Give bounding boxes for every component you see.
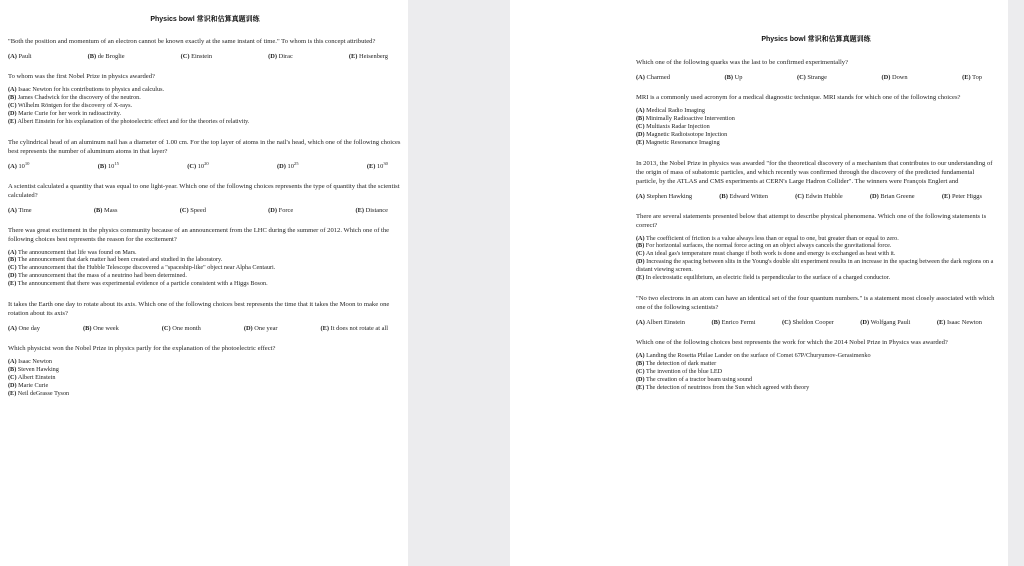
- option-text: Up: [734, 74, 743, 81]
- question: [8, 300, 402, 332]
- answer-option: [180, 207, 206, 214]
- answer-option: [366, 160, 388, 170]
- answer-option: [636, 250, 996, 258]
- option-label: (D): [881, 74, 891, 81]
- option-label: (D): [268, 53, 277, 60]
- answer-option: [636, 235, 996, 243]
- option-text: The creation of a tractor beam using sound: [646, 375, 753, 383]
- answer-option: [83, 325, 119, 332]
- option-text: Peter Higgs: [951, 192, 982, 200]
- option-label: (E): [8, 389, 17, 397]
- option-text: The invention of the blue LED: [646, 367, 723, 375]
- option-label: (D): [8, 109, 17, 117]
- option-label: (B): [8, 256, 17, 264]
- option-label: (D): [277, 162, 286, 170]
- answer-options: [8, 325, 402, 332]
- answer-options: [636, 235, 996, 282]
- option-text: Time: [18, 206, 32, 214]
- question: [8, 37, 402, 60]
- option-base: 10: [287, 162, 294, 170]
- answer-option: [719, 193, 768, 200]
- option-label: (C): [187, 162, 197, 170]
- option-label: (E): [8, 280, 17, 288]
- answer-option: [636, 274, 996, 282]
- answer-option: [636, 131, 996, 139]
- option-text: Edward Witten: [729, 192, 768, 200]
- option-label: (D): [636, 258, 645, 266]
- answer-options: [636, 319, 996, 326]
- option-text: Medical Radio Imaging: [646, 107, 705, 114]
- option-text: Albert Einstein: [17, 373, 56, 381]
- option-text: The detection of neutrinos from the Sun which agreed with theory: [645, 383, 810, 391]
- answer-option: [636, 242, 996, 250]
- option-text: Marie Curie: [18, 381, 49, 389]
- answer-option: [860, 319, 910, 326]
- option-text: An ideal gas's temperature must change if both work is done and energy is exchanged as heat with it.: [645, 250, 896, 258]
- answer-option: [636, 115, 996, 123]
- answer-option: [88, 53, 125, 60]
- option-label: (C): [636, 250, 645, 258]
- option-text: The detection of dark matter: [645, 359, 717, 367]
- answer-option: [636, 384, 996, 392]
- question-stem: It takes the Earth one day to rotate about its axis. Which one of the following choices best represents the time that it takes the Moon to make one rotation about its axis?: [8, 301, 390, 318]
- option-label: (E): [936, 318, 946, 326]
- option-text: Albert Einstein for his explanation of the photoelectric effect and for the theories of relativity.: [17, 117, 250, 125]
- option-label: (C): [161, 325, 171, 333]
- answer-option: [8, 325, 40, 332]
- option-label: (E): [941, 192, 951, 200]
- answer-option: [277, 160, 299, 170]
- option-text: Charmed: [646, 74, 670, 81]
- option-text: Magnetic Radioisotope Injection: [646, 130, 728, 138]
- option-label: (A): [8, 325, 17, 333]
- question-stem: "Both the position and momentum of an electron cannot be known exactly at the same instant of time." To whom is this concept attributed?: [8, 38, 376, 45]
- option-text: Multiaxis Radar Injection: [646, 122, 710, 130]
- answer-option: [8, 264, 402, 272]
- option-label: (B): [636, 114, 645, 122]
- answer-option: [97, 160, 119, 170]
- option-label: (B): [711, 318, 720, 326]
- option-text: Isaac Newton: [946, 318, 982, 326]
- answer-options: [8, 249, 402, 289]
- option-text: Albert Einstein: [646, 318, 685, 326]
- option-label: (E): [636, 383, 645, 391]
- option-label: (A): [8, 358, 17, 366]
- question: [636, 294, 996, 326]
- option-text: Isaac Newton: [18, 358, 52, 366]
- page-header: Physics bowl 常识和估算真题训练: [150, 16, 260, 23]
- option-exponent: 25: [293, 160, 299, 166]
- option-label: (E): [348, 53, 358, 60]
- option-text: In electrostatic equilibrium, an electric field is perpendicular to the surface of a charged conductor.: [645, 274, 890, 282]
- option-label: (C): [636, 122, 645, 130]
- answer-options: [8, 207, 402, 214]
- option-label: (C): [795, 192, 804, 200]
- option-label: (C): [636, 367, 645, 375]
- option-text: The announcement that the mass of a neutrino had been determined.: [18, 272, 187, 280]
- option-text: Steven Hawking: [17, 365, 59, 373]
- option-label: (B): [8, 365, 17, 373]
- answer-option: [8, 102, 402, 110]
- option-label: (E): [355, 206, 365, 214]
- option-text: One month: [172, 325, 201, 333]
- answer-option: [268, 207, 293, 214]
- question-stem: In 2013, the Nobel Prize in physics was awarded "for the theoretical discovery of a mechanism that contributes to our understanding of the origin of mass of subatomic particles, and which recently was confirmed through the discovery of the predicted fundamental particle, by the ATLAS and CMS experiments at CERN's Large Hadron Collider". The winners were François Englert and: [636, 159, 993, 185]
- answer-option: [8, 280, 402, 288]
- answer-option: [881, 74, 907, 81]
- question: [8, 182, 402, 214]
- answer-option: [321, 325, 388, 332]
- page-header: Physics bowl 常识和估算真题训练: [761, 36, 871, 43]
- answer-option: [797, 74, 827, 81]
- option-text: The coefficient of friction is a value always less than or equal to one, but greater than or equal to zero.: [646, 234, 899, 242]
- option-label: (A): [636, 318, 645, 326]
- answer-option: [636, 74, 670, 81]
- answer-option: [187, 160, 209, 170]
- question-list: [8, 37, 402, 398]
- answer-option: [181, 53, 212, 60]
- option-label: (D): [869, 192, 879, 200]
- option-label: (C): [8, 101, 17, 109]
- option-text: Enrico Fermi: [721, 318, 756, 326]
- answer-options: [8, 53, 402, 60]
- answer-options: [636, 352, 996, 392]
- option-label: (E): [366, 162, 376, 170]
- option-label: (A): [8, 248, 17, 256]
- option-label: (B): [87, 53, 97, 60]
- option-label: (B): [719, 192, 728, 200]
- question-stem: The cylindrical head of an aluminum nail has a diameter of 1.00 cm. For the top layer of atoms in the nail's head, which one of the following choices best represents the number of aluminum atoms in that layer?: [8, 138, 401, 155]
- option-label: (E): [636, 138, 645, 146]
- option-text: One week: [93, 325, 119, 333]
- option-text: Minimally Radioactive Intervention: [645, 114, 735, 122]
- option-label: (A): [8, 53, 17, 60]
- option-exponent: 30: [383, 160, 388, 166]
- answer-option: [711, 319, 755, 326]
- option-label: (C): [180, 53, 190, 60]
- option-text: Distance: [365, 206, 388, 214]
- question: [8, 226, 402, 289]
- answer-option: [8, 382, 402, 390]
- question-stem: There was great excitement in the physics community because of an announcement from the LHC during the summer of 2012. Which one of the following choices best represents the reason for the excitement?: [8, 226, 390, 243]
- option-text: Mass: [104, 206, 118, 214]
- answer-option: [636, 360, 996, 368]
- option-exponent: 15: [114, 160, 119, 166]
- answer-option: [782, 319, 834, 326]
- option-text: Speed: [190, 206, 206, 214]
- option-text: Wilhelm Röntgen for the discovery of X-rays.: [18, 101, 133, 109]
- option-label: (B): [93, 206, 103, 214]
- answer-options: [8, 358, 402, 398]
- question: [636, 93, 996, 147]
- question: [8, 72, 402, 126]
- option-base: 10: [376, 162, 384, 170]
- option-label: (D): [636, 130, 645, 138]
- option-text: Einstein: [191, 53, 213, 60]
- answer-option: [268, 53, 293, 60]
- option-text: Force: [278, 206, 294, 214]
- option-label: (E): [962, 74, 971, 81]
- option-label: (A): [8, 162, 17, 170]
- option-base: 10: [107, 162, 115, 170]
- answer-option: [636, 258, 996, 274]
- answer-option: [937, 319, 982, 326]
- option-label: (C): [8, 264, 17, 272]
- option-base: 10: [197, 162, 205, 170]
- option-text: Magnetic Resonance Imaging: [645, 138, 720, 146]
- answer-option: [8, 366, 402, 374]
- option-exponent: 10: [24, 160, 30, 166]
- answer-option: [8, 118, 402, 126]
- option-text: Wolfgang Pauli: [870, 318, 911, 326]
- option-label: (D): [268, 206, 278, 214]
- question: [8, 138, 402, 170]
- answer-options: [8, 86, 402, 126]
- option-text: Sheldon Cooper: [792, 318, 834, 326]
- answer-option: [636, 319, 685, 326]
- option-text: For horizontal surfaces, the normal force acting on an object always cancels the gravitational force.: [645, 242, 892, 250]
- answer-option: [636, 193, 692, 200]
- option-text: James Chadwick for the discovery of the neutron.: [17, 93, 141, 101]
- answer-options: [636, 193, 996, 200]
- option-label: (C): [796, 74, 806, 81]
- option-text: Isaac Newton for his contributions to physics and calculus.: [18, 86, 165, 93]
- option-label: (B): [82, 325, 92, 333]
- option-base: 10: [18, 162, 25, 170]
- option-text: The announcement that life was found on Mars.: [18, 248, 137, 256]
- option-label: (A): [8, 206, 17, 214]
- option-label: (C): [781, 318, 791, 326]
- answer-option: [870, 193, 915, 200]
- option-text: Increasing the spacing between slits in the Young's double slit experiment results in an increase in the spacing between the dark regions on a distant viewing screen.: [636, 258, 994, 274]
- answer-option: [8, 53, 32, 60]
- question: [636, 212, 996, 282]
- question: [636, 58, 996, 81]
- option-text: Heisenberg: [358, 53, 388, 60]
- option-label: (B): [636, 242, 645, 250]
- answer-option: [8, 160, 30, 170]
- option-text: Top: [972, 74, 982, 81]
- right-page: [510, 0, 1008, 566]
- question-stem: Which one of the following choices best represents the work for which the 2014 Nobel Prize in Physics was awarded?: [636, 338, 948, 346]
- option-text: The announcement that the Hubble Telescope discovered a "spaceship-like" object near Alpha Centauri.: [18, 264, 276, 272]
- answer-options: [8, 160, 402, 170]
- answer-option: [636, 368, 996, 376]
- option-label: (E): [8, 117, 17, 125]
- answer-option: [8, 94, 402, 102]
- option-text: Edwin Hubble: [805, 192, 843, 200]
- question-stem: There are several statements presented below that attempt to describe physical phenomena. Which one of the following statements is correct?: [636, 212, 987, 229]
- answer-option: [8, 358, 402, 366]
- answer-option: [962, 74, 982, 81]
- option-label: (A): [636, 192, 645, 200]
- option-label: (D): [8, 272, 17, 280]
- answer-option: [724, 74, 742, 81]
- answer-option: [636, 107, 996, 115]
- question: [636, 338, 996, 392]
- left-page: [0, 0, 408, 566]
- answer-option: [162, 325, 201, 332]
- question-list: [636, 58, 996, 392]
- answer-option: [636, 352, 996, 360]
- option-text: One day: [18, 325, 40, 333]
- question-stem: MRI is a commonly used acronym for a medical diagnostic technique. MRI stands for which one of the following choices?: [636, 94, 961, 101]
- question: [636, 159, 996, 200]
- option-label: (B): [636, 359, 645, 367]
- option-text: One year: [254, 325, 278, 333]
- answer-option: [942, 193, 982, 200]
- question-stem: Which one of the following quarks was the last to be confirmed experimentally?: [636, 59, 849, 66]
- answer-option: [8, 249, 402, 257]
- option-exponent: 20: [204, 160, 209, 166]
- option-label: (D): [860, 318, 870, 326]
- answer-option: [636, 123, 996, 131]
- question-stem: "No two electrons in an atom can have an identical set of the four quantum numbers." is a statement most closely associated with which one of the following scientists?: [636, 294, 995, 311]
- option-text: Pauli: [18, 53, 32, 60]
- option-label: (B): [724, 74, 733, 81]
- question: [8, 344, 402, 398]
- option-label: (D): [636, 375, 645, 383]
- option-text: It does not rotate at all: [330, 325, 388, 333]
- option-label: (B): [97, 162, 107, 170]
- option-text: The announcement that there was experimental evidence of a particle consistent with a Higgs Boson.: [17, 280, 268, 288]
- answer-option: [8, 110, 402, 118]
- question-stem: To whom was the first Nobel Prize in physics awarded?: [8, 73, 155, 80]
- option-text: Dirac: [278, 53, 293, 60]
- option-text: Strange: [807, 74, 827, 81]
- option-label: (A): [636, 351, 645, 359]
- answer-option: [355, 207, 388, 214]
- answer-option: [8, 207, 32, 214]
- option-text: The announcement that dark matter had been created and studied in the laboratory.: [17, 256, 223, 264]
- answer-options: [636, 74, 996, 81]
- answer-option: [8, 256, 402, 264]
- option-label: (E): [636, 274, 645, 282]
- answer-option: [8, 374, 402, 382]
- answer-option: [349, 53, 388, 60]
- option-label: (C): [179, 206, 189, 214]
- option-label: (A): [636, 74, 645, 81]
- option-label: (B): [8, 93, 17, 101]
- answer-option: [94, 207, 118, 214]
- answer-option: [8, 390, 402, 398]
- question-stem: A scientist calculated a quantity that was equal to one light-year. Which one of the following choices represents the type of quantity that the scientist calculated?: [8, 182, 400, 199]
- option-text: Brian Greene: [880, 192, 915, 200]
- answer-option: [8, 272, 402, 280]
- option-label: (E): [320, 325, 330, 333]
- option-label: (D): [8, 381, 17, 389]
- option-text: de Broglie: [97, 53, 125, 60]
- option-label: (C): [8, 373, 17, 381]
- answer-option: [636, 376, 996, 384]
- answer-option: [795, 193, 843, 200]
- option-label: (A): [636, 234, 645, 242]
- answer-option: [636, 139, 996, 147]
- option-text: Landing the Rosetta Philae Lander on the surface of Comet 67P/Churyumov-Gerasimenko: [646, 351, 871, 359]
- option-label: (D): [243, 325, 253, 333]
- question-stem: Which physicist won the Nobel Prize in physics partly for the explanation of the photoelectric effect?: [8, 345, 276, 353]
- option-label: (A): [636, 107, 645, 114]
- option-text: Down: [891, 74, 908, 81]
- option-label: (A): [8, 86, 17, 93]
- option-text: Neil deGrasse Tyson: [17, 389, 70, 397]
- answer-options: [636, 107, 996, 147]
- option-text: Marie Curie for her work in radioactivity.: [18, 109, 122, 117]
- answer-option: [244, 325, 278, 332]
- answer-option: [8, 86, 402, 94]
- option-text: Stephen Hawking: [646, 192, 693, 200]
